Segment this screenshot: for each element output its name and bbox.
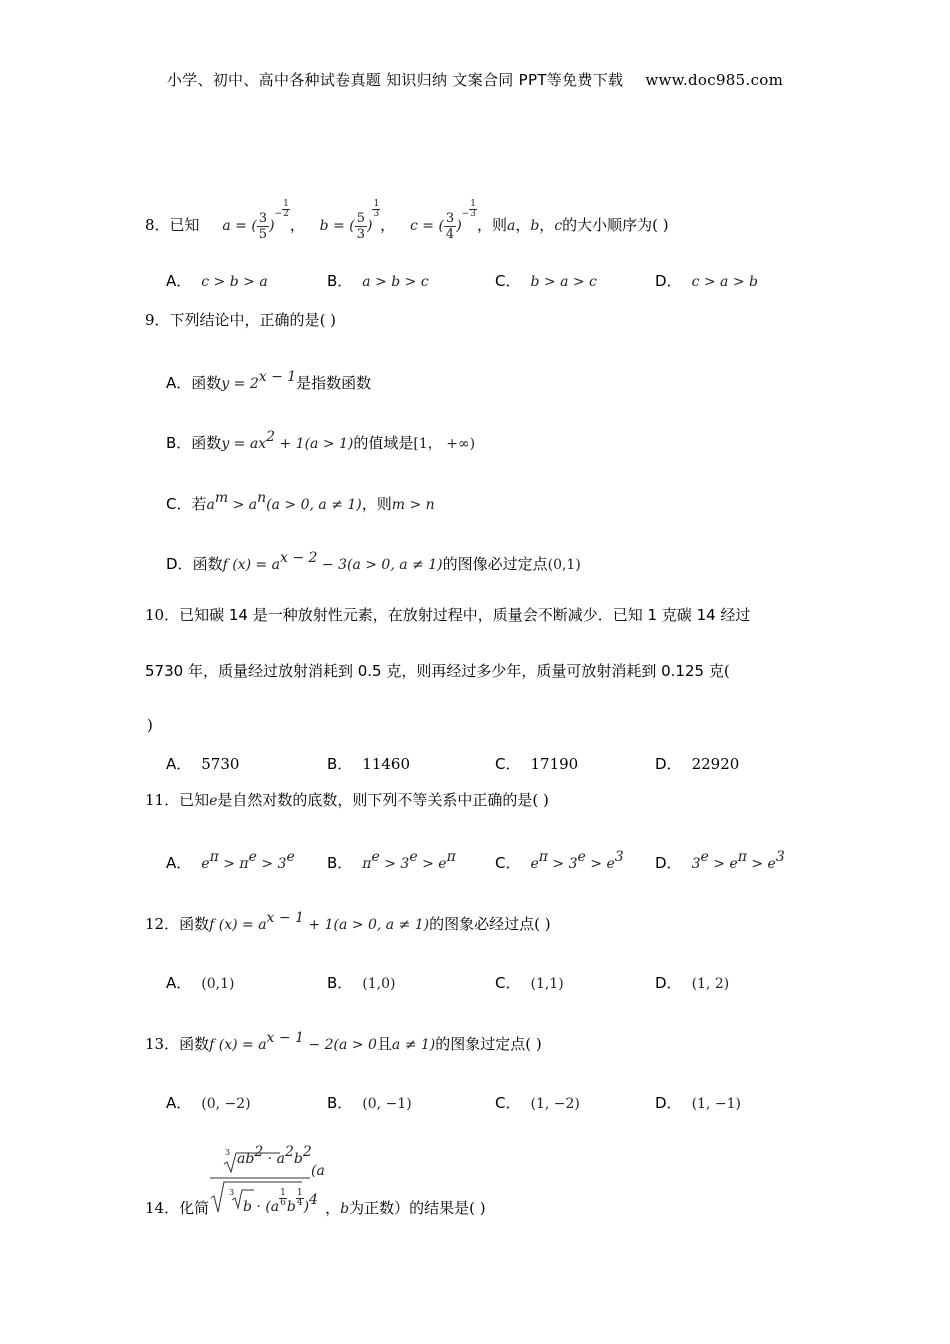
q8-option-a[interactable]: A． c > b > a — [166, 272, 268, 290]
formula-c: c = ( $\frac{3}{4}$ )− $\frac{1}{3}$ — [409, 199, 476, 242]
q12-option-d[interactable]: D． (1, 2) — [655, 974, 730, 992]
q9-option-a[interactable]: A．函数$y = 2^{x - 1}$是指数函数 — [166, 369, 372, 392]
answer-paren: ( ) — [534, 915, 551, 933]
answer-paren: ( ) — [525, 1035, 542, 1053]
q11-option-c[interactable]: C． $e^\pi > 3^e > e^3$ — [495, 849, 624, 872]
q9-option-c[interactable]: C．若$a^m > a^n(a > 0$, a ≠ 1)，则m > n — [166, 490, 435, 513]
q13-option-c[interactable]: C． (1, −2) — [495, 1094, 580, 1112]
question-text: 是自然对数的底数，则下列不等关系中正确的是 — [217, 791, 533, 809]
q9-option-b[interactable]: B．函数$y = ax^2 + 1(a > 1)$的值域是[1， +∞) — [166, 429, 476, 452]
q8-option-b[interactable]: B． a > b > c — [327, 272, 429, 290]
question-text: 下列结论中，正确的是 — [169, 311, 320, 329]
denominator: b · (a $^{\frac{1}{6}}$b $^{\frac{1}{4}}$)$^4$ — [243, 1188, 318, 1215]
answer-paren: ( ) — [319, 311, 337, 329]
answer-paren: ( ) — [532, 791, 549, 809]
question-10-line3: ) — [147, 716, 153, 734]
q10-option-a[interactable]: A． 5730 — [166, 755, 240, 773]
question-9: 9．下列结论中，正确的是( ) — [145, 311, 337, 329]
q12-option-c[interactable]: C． (1,1) — [495, 974, 564, 992]
question-8: 8．已知 a = ( $\frac{3}{5}$ )− $\frac{1}{2}$， b = ( $\frac{5}{3}$ ) $\frac{1}{3}$， c = ( $\frac{3}{4}$ )− $\frac{1}{3}$，则a，b，c的大小顺序为( ) — [145, 199, 669, 242]
page-header — [0, 69, 950, 90]
question-13: 13．函数f $(x) = a^{x - 1} - 2(a > 0$且a ≠ 1)的图象过定点( ) — [145, 1030, 542, 1053]
question-10: 10．已知碳 14 是一种放射性元素，在放射过程中，质量会不断减少．已知 1 克碳 14 经过 — [145, 606, 751, 624]
formula-b: b = ( $\frac{5}{3}$ ) $\frac{1}{3}$ — [319, 199, 380, 242]
question-number: 8． — [145, 216, 170, 234]
q10-option-b[interactable]: B． 11460 — [327, 755, 411, 773]
q13-option-a[interactable]: A． (0, −2) — [166, 1094, 251, 1112]
q11-option-a[interactable]: A． $e^\pi > \pi^e > 3^e$ — [166, 849, 295, 872]
answer-paren: ( ) — [652, 216, 669, 234]
q14-after-fraction: (a — [311, 1163, 325, 1179]
q11-option-d[interactable]: D． $3^e > e^\pi > e^3$ — [655, 849, 785, 872]
header-text: 小学、初中、高中各种试卷真题 知识归纳 文案合同 PPT等免费下载 — [166, 71, 624, 89]
q8-option-c[interactable]: C． b > a > c — [495, 272, 597, 290]
question-text: 的图象过定点 — [435, 1035, 526, 1053]
q10-option-d[interactable]: D． 22920 — [655, 755, 740, 773]
question-text: 为正数）的结果是 — [349, 1199, 470, 1217]
question-14: 14．化简 ，b为正数）的结果是( ) — [145, 1199, 486, 1217]
q9-option-d[interactable]: D．函数f $(x) = a^{x - 2} - 3(a > 0$, a ≠ 1)的图像必过定点(0,1) — [166, 550, 581, 573]
question-text: 已知 — [169, 216, 200, 234]
q12-option-a[interactable]: A． (0,1) — [166, 974, 235, 992]
q12-option-b[interactable]: B． (1,0) — [327, 974, 396, 992]
question-12: 12．函数f $(x) = a^{x - 1} + 1(a > 0$, a ≠ 1)的图象必经过点( ) — [145, 910, 551, 933]
denominator-root-index: 3 — [229, 1188, 235, 1197]
q13-option-b[interactable]: B． (0, −1) — [327, 1094, 412, 1112]
header-site: www.doc985.com — [645, 71, 784, 89]
formula-a: a = ( $\frac{3}{5}$ )− $\frac{1}{2}$ — [222, 199, 289, 242]
q13-option-d[interactable]: D． (1, −1) — [655, 1094, 741, 1112]
answer-paren: ( ) — [469, 1199, 486, 1217]
q10-option-c[interactable]: C． 17190 — [495, 755, 579, 773]
question-10-line2: 5730 年，质量经过放射消耗到 0.5 克，则再经过多少年，质量可放射消耗到 0.125 克( — [145, 662, 730, 680]
q8-option-d[interactable]: D． c > a > b — [655, 272, 758, 290]
question-text: 的图象必经过点 — [429, 915, 535, 933]
numerator: $ab^2 \cdot a^2b^2$ — [237, 1144, 312, 1167]
question-text: 已知碳 14 是一种放射性元素，在放射过程中，质量会不断减少．已知 1 克碳 14 经过 — [179, 606, 751, 624]
question-11: 11．已知e是自然对数的底数，则下列不等关系中正确的是( ) — [145, 791, 549, 809]
numerator-root-index: 3 — [225, 1148, 231, 1157]
q11-option-b[interactable]: B． $\pi^e > 3^e > e^\pi$ — [327, 849, 456, 872]
